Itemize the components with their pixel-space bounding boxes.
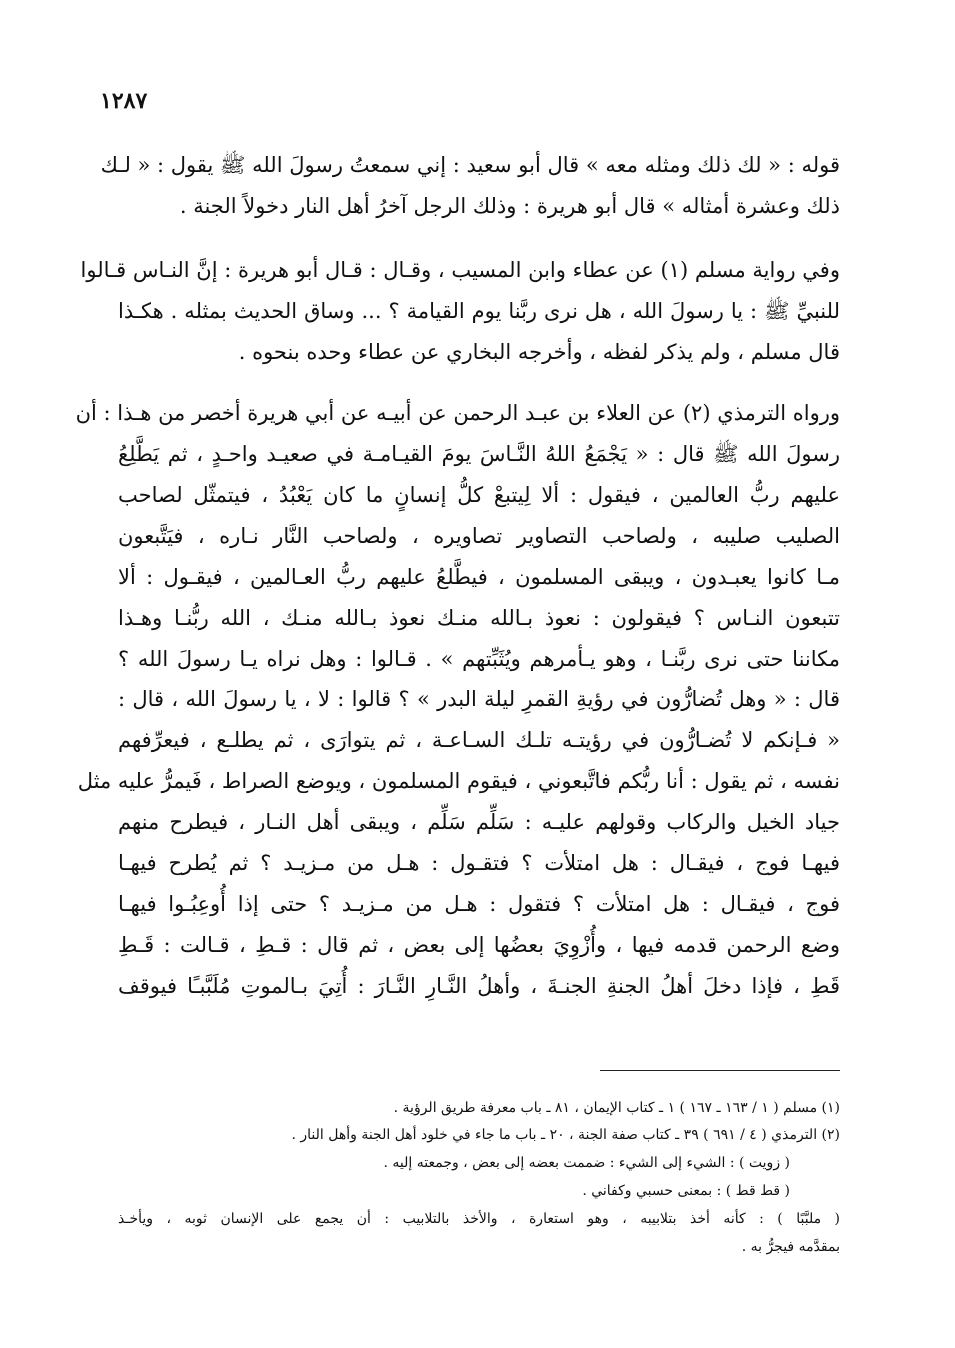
text-line: رسولَ الله ﷺ قال : « يَجْمَعُ اللهُ النَّـاسَ يومَ القيـامـة في صعيـد واحـدٍ ، ثم يَطَّلِعُ	[118, 442, 840, 466]
text-line: تتبعون النـاس ؟ فيقولون : نعوذ بـالله منـك نعوذ بـالله منـك ، الله ربُّنـا وهـذا	[118, 606, 840, 630]
text-line: الصليب صليبه ، ولصاحب التصاوير تصاويره ، ولصاحب النَّار نـاره ، فيَتَّبعون	[118, 524, 840, 548]
footnote-divider	[600, 1070, 840, 1071]
text-line: نفسه ، ثم يقول : أنا ربُّكم فاتَّبعوني ، فيقوم المسلمون ، ويوضع الصراط ، فَيمرُّ عليه مثل	[77, 769, 840, 793]
footnote-gloss: ( زويت ) : الشيء إلى الشيء : ضممت بعضه إلى بعض ، وجمعته إليه .	[383, 1155, 790, 1171]
text-line: قوله : « لك ذلك ومثله معه » قال أبو سعيد : إني سمعتُ رسولَ الله ﷺ يقول : « لـك	[100, 153, 840, 177]
footnote-gloss: بمقدَّمه فيجرُّ به .	[741, 1239, 840, 1255]
text-line: جياد الخيل والركاب وقولهم عليـه : سَلِّم سَلِّم ، ويبقى أهل النـار ، فيطرح منهم	[118, 810, 840, 834]
footnote-gloss: ( ملبَّبًا ) : كأنه أخذ بتلابيبه ، وهو استعارة ، والأخذ بالتلابيب : أن يجمع على الإنسان ثوبه ، ويأخـذ	[118, 1211, 840, 1227]
text-line: قال : « وهل تُضارُّون في رؤيةِ القمرِ ليلة البدر » ؟ قالوا : لا ، يا رسولَ الله ، قال :	[118, 687, 840, 711]
text-line: « فـإنكم لا تُضـارُّون في رؤيتـه تلـك السـاعـة ، ثم يتوارَى ، ثم يطلـع ، فيعرِّفهم	[118, 728, 840, 752]
text-line: قَطِ ، فإذا دخلَ أهلُ الجنةِ الجنـةَ ، وأهلُ النَّـارِ النَّـارَ : أُتِيَ بـالموتِ مُلَبَّبـًا فيوقف	[118, 974, 840, 998]
text-line: ورواه الترمذي (٢) عن العلاء بن عبـد الرحمن عن أبيـه عن أبي هريرة أخصر من هـذا : أن	[75, 401, 840, 425]
footnote: (١) مسلم ( ١ / ١٦٣ ـ ١٦٧ ) ١ ـ كتاب الإيمان ، ٨١ ـ باب معرفة طريق الرؤية .	[393, 1100, 840, 1116]
text-line: عليهم ربُّ العالمين ، فيقول : ألا لِيتبعْ كلُّ إنسانٍ ما كان يَعْبُدُ ، فيتمثّل لصاحب	[118, 483, 840, 507]
text-line: مكاننا حتى نرى ربَّنـا ، وهو يـأمرهم ويُثَبِّتهم » . قـالوا : وهل نراه يـا رسولَ الله ؟	[118, 647, 840, 671]
page-number: ١٢٨٧	[100, 88, 148, 114]
text-line: ذلك وعشرة أمثاله » قال أبو هريرة : وذلك الرجل آخرُ أهل النار دخولاً الجنة .	[179, 194, 840, 218]
text-line: للنبيِّ ﷺ : يا رسولَ الله ، هل نرى ربَّنا يوم القيامة ؟ ... وساق الحديث بمثله . هكـذا	[118, 299, 840, 323]
footnote: (٢) الترمذي ( ٤ / ٦٩١ ) ٣٩ ـ كتاب صفة الجنة ، ٢٠ ـ باب ما جاء في خلود أهل الجنة وأهل النار .	[291, 1127, 840, 1143]
footnote-gloss: ( قط قط ) : بمعنى حسبي وكفاني .	[582, 1183, 790, 1199]
text-line: وفي رواية مسلم (١) عن عطاء وابن المسيب ، وقـال : قـال أبو هريرة : إنَّ النـاس قـالوا	[80, 258, 840, 282]
text-line: مـا كانوا يعبـدون ، ويبقى المسلمون ، فيطَّلعُ عليهم ربُّ العـالمين ، فيقـول : ألا	[118, 565, 840, 589]
text-line: فوج ، فيقـال : هل امتلأت ؟ فتقول : هـل من مـزيـد ؟ حتى إذا أُوعِبُـوا فيهـا	[118, 892, 840, 916]
text-line: قال مسلم ، ولم يذكر لفظه ، وأخرجه البخاري عن عطاء وحده بنحوه .	[238, 340, 840, 364]
text-line: وضع الرحمن قدمه فيها ، وأُزْوِيَ بعضُها إلى بعض ، ثم قال : قـطِ ، قـالت : قَـطِ	[118, 933, 840, 957]
text-line: فيهـا فوج ، فيقـال : هل امتلأت ؟ فتقـول : هـل من مـزيـد ؟ ثم يُطرح فيهـا	[118, 851, 840, 875]
